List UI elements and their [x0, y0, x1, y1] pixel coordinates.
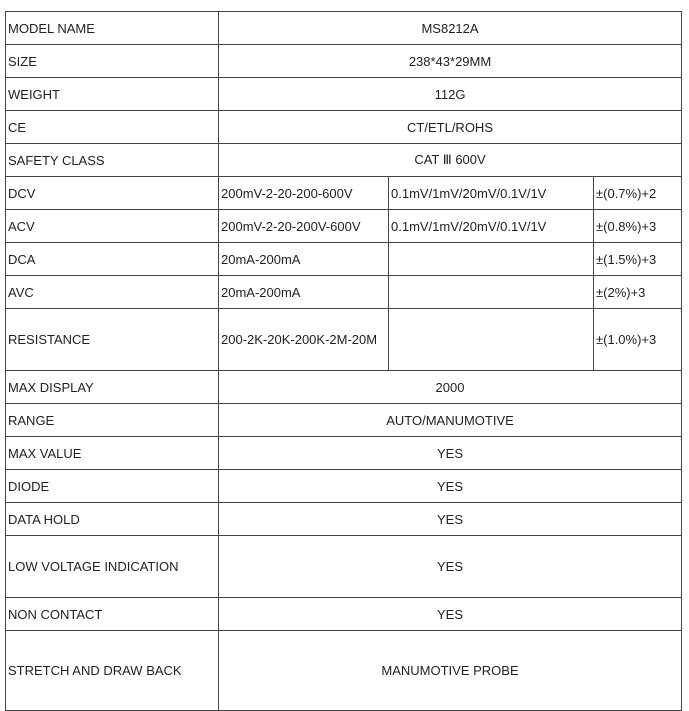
row-value: YES: [219, 598, 682, 631]
row-dcv: [6, 177, 682, 210]
resolution-cell: [389, 276, 594, 309]
accuracy-cell: ±(0.8%)+3: [594, 210, 682, 243]
range-cell: 200mV-2-20-200-600V: [219, 177, 389, 210]
range-cell: 200mV-2-20-200V-600V: [219, 210, 389, 243]
range-cell: 20mA-200mA: [219, 276, 389, 309]
row-value: 2000: [219, 371, 682, 404]
row-range: [6, 404, 682, 437]
accuracy-cell: ±(1.0%)+3: [594, 309, 682, 371]
accuracy-cell: ±(1.5%)+3: [594, 243, 682, 276]
row-label: DATA HOLD: [6, 503, 219, 536]
resolution-cell: 0.1mV/1mV/20mV/0.1V/1V: [389, 177, 594, 210]
row-value: 112G: [219, 78, 682, 111]
row-safety-class: [6, 144, 682, 177]
row-value: 238*43*29MM: [219, 45, 682, 78]
row-label: CE: [6, 111, 219, 144]
row-label: MODEL NAME: [6, 12, 219, 45]
row-value: MANUMOTIVE PROBE: [219, 631, 682, 711]
row-label: STRETCH AND DRAW BACK: [6, 631, 219, 711]
row-value: YES: [219, 470, 682, 503]
accuracy-cell: ±(0.7%)+2: [594, 177, 682, 210]
row-value: MS8212A: [219, 12, 682, 45]
accuracy-cell: ±(2%)+3: [594, 276, 682, 309]
row-label: DCA: [6, 243, 219, 276]
row-label: SAFETY CLASS: [6, 144, 219, 177]
row-data-hold: [6, 503, 682, 536]
row-label: SIZE: [6, 45, 219, 78]
row-weight: [6, 78, 682, 111]
row-label: MAX VALUE: [6, 437, 219, 470]
range-cell: 20mA-200mA: [219, 243, 389, 276]
row-label: NON CONTACT: [6, 598, 219, 631]
row-value: CAT Ⅲ 600V: [219, 144, 682, 177]
resolution-cell: 0.1mV/1mV/20mV/0.1V/1V: [389, 210, 594, 243]
row-label: MAX DISPLAY: [6, 371, 219, 404]
row-label: RANGE: [6, 404, 219, 437]
spec-table: [5, 11, 682, 711]
row-value: YES: [219, 503, 682, 536]
row-avc: [6, 276, 682, 309]
row-dca: [6, 243, 682, 276]
row-value: YES: [219, 536, 682, 598]
row-max-display: [6, 371, 682, 404]
row-non-contact: [6, 598, 682, 631]
row-ce: [6, 111, 682, 144]
row-label: DIODE: [6, 470, 219, 503]
resolution-cell: [389, 309, 594, 371]
row-label: LOW VOLTAGE INDICATION: [6, 536, 219, 598]
row-value: CT/ETL/ROHS: [219, 111, 682, 144]
row-stretch-and-draw-back: [6, 631, 682, 711]
row-label: ACV: [6, 210, 219, 243]
row-value: AUTO/MANUMOTIVE: [219, 404, 682, 437]
row-label: DCV: [6, 177, 219, 210]
row-low-voltage-indication: [6, 536, 682, 598]
row-label: WEIGHT: [6, 78, 219, 111]
row-label: AVC: [6, 276, 219, 309]
resolution-cell: [389, 243, 594, 276]
row-label: RESISTANCE: [6, 309, 219, 371]
row-resistance: [6, 309, 682, 371]
row-acv: [6, 210, 682, 243]
row-diode: [6, 470, 682, 503]
row-model-name: [6, 12, 682, 45]
row-value: YES: [219, 437, 682, 470]
range-cell: 200-2K-20K-200K-2M-20M: [219, 309, 389, 371]
row-max-value: [6, 437, 682, 470]
row-size: [6, 45, 682, 78]
